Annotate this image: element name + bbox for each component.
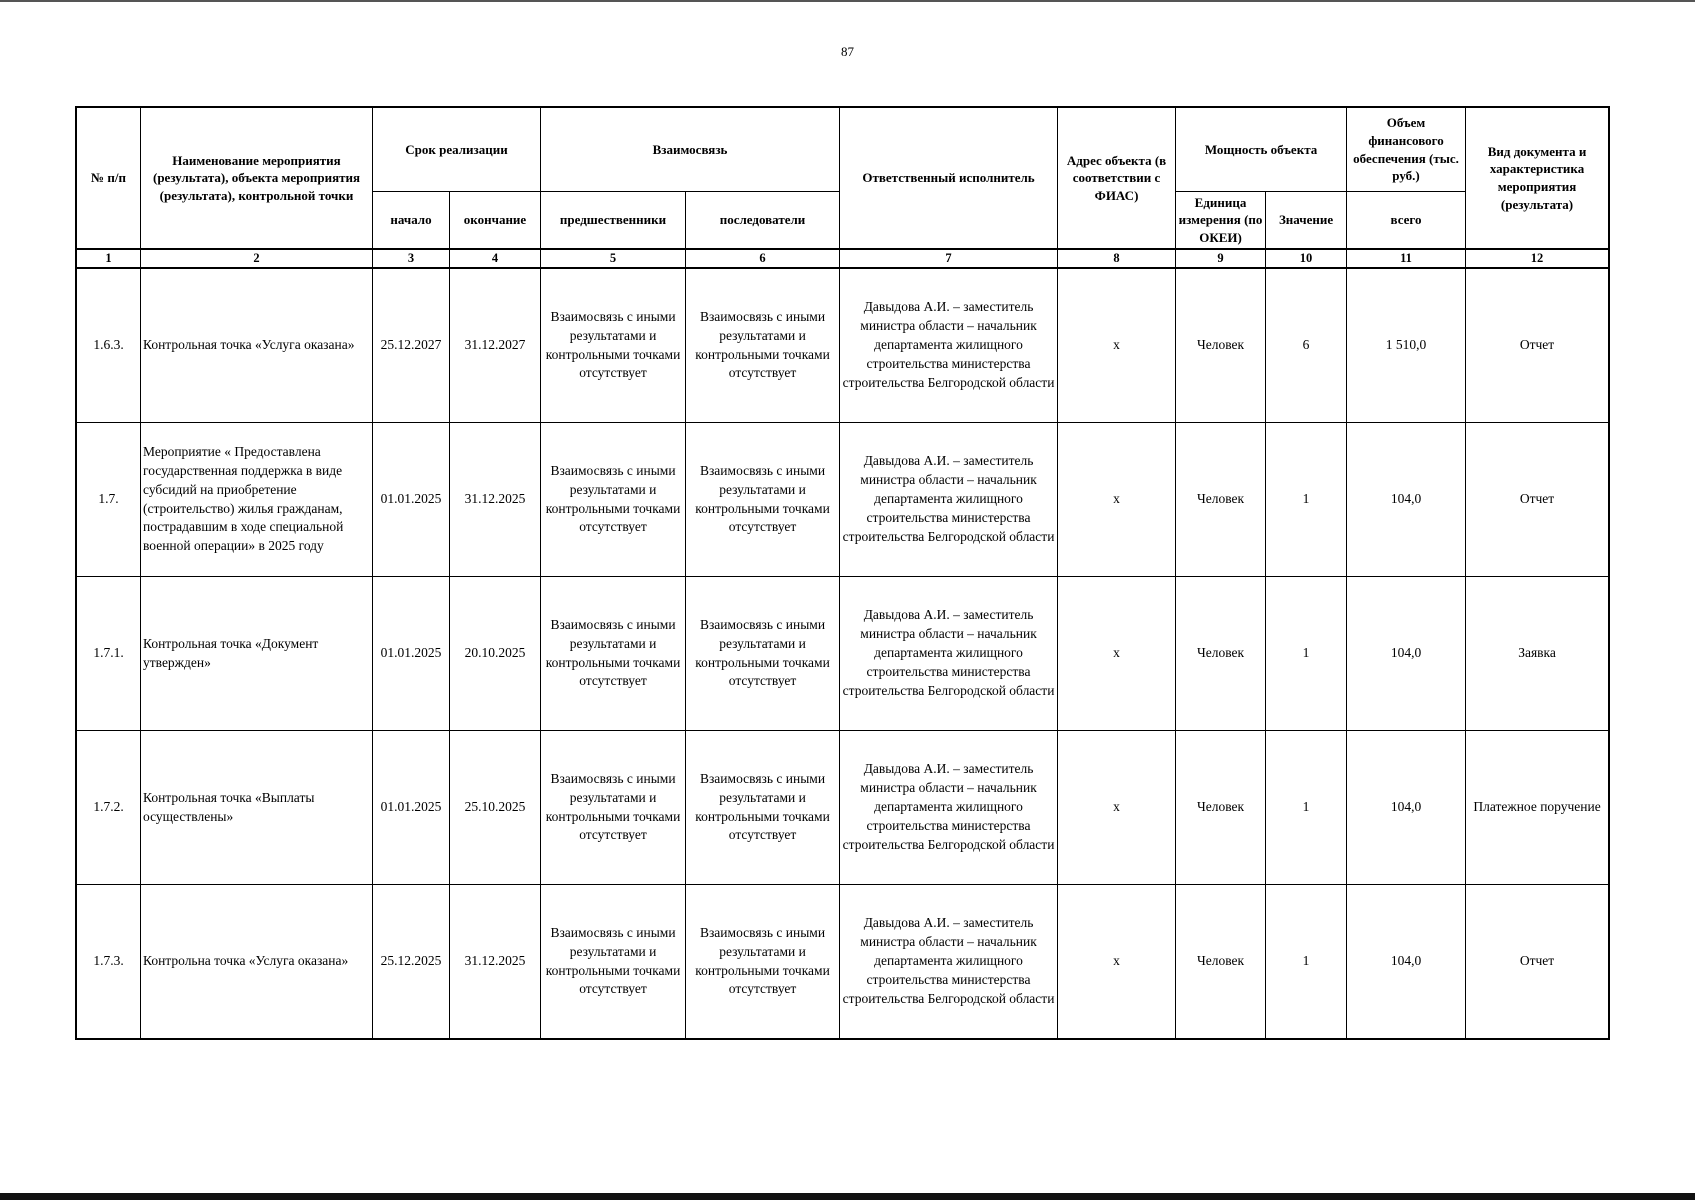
- row-successors: Взаимосвязь с иными результатами и контрольными точками отсутствует: [686, 731, 840, 885]
- row-total: 104,0: [1347, 423, 1466, 577]
- row-end: 20.10.2025: [450, 577, 541, 731]
- row-name: Мероприятие « Предоставлена государственная поддержка в виде субсидий на приобретение (строительство) жилья гражданам, пострадавшим в ходе специальной военной операции» в 2025 году: [141, 423, 373, 577]
- column-number: 5: [541, 249, 686, 268]
- row-num: 1.7.3.: [77, 885, 141, 1039]
- row-start: 25.12.2025: [373, 885, 450, 1039]
- table-row: [77, 885, 1609, 1039]
- header-address: Адрес объекта (в соответствии с ФИАС): [1058, 108, 1176, 250]
- column-number: 8: [1058, 249, 1176, 268]
- row-end: 31.12.2027: [450, 268, 541, 423]
- header-predecessors: предшественники: [541, 192, 686, 250]
- row-unit: Человек: [1176, 268, 1266, 423]
- row-total: 104,0: [1347, 577, 1466, 731]
- header-start: начало: [373, 192, 450, 250]
- row-end: 25.10.2025: [450, 731, 541, 885]
- column-number: 9: [1176, 249, 1266, 268]
- row-address: х: [1058, 885, 1176, 1039]
- row-predecessors: Взаимосвязь с иными результатами и контрольными точками отсутствует: [541, 423, 686, 577]
- table-header: [77, 108, 1609, 269]
- row-successors: Взаимосвязь с иными результатами и контрольными точками отсутствует: [686, 885, 840, 1039]
- header-unit: Единица измерения (по ОКЕИ): [1176, 192, 1266, 250]
- row-predecessors: Взаимосвязь с иными результатами и контрольными точками отсутствует: [541, 731, 686, 885]
- row-end: 31.12.2025: [450, 885, 541, 1039]
- plan-table: [76, 107, 1609, 1039]
- row-unit: Человек: [1176, 577, 1266, 731]
- row-doctype: Отчет: [1466, 423, 1609, 577]
- row-num: 1.7.2.: [77, 731, 141, 885]
- row-start: 01.01.2025: [373, 577, 450, 731]
- header-capacity: Мощность объекта: [1176, 108, 1347, 192]
- row-responsible: Давыдова А.И. – заместитель министра области – начальник департамента жилищного строительства министерства строительства Белгородской области: [840, 268, 1058, 423]
- column-number: 12: [1466, 249, 1609, 268]
- header-end: окончание: [450, 192, 541, 250]
- row-num: 1.6.3.: [77, 268, 141, 423]
- row-address: х: [1058, 577, 1176, 731]
- row-doctype: Отчет: [1466, 885, 1609, 1039]
- table-body: [77, 268, 1609, 1039]
- row-total: 104,0: [1347, 885, 1466, 1039]
- column-number: 6: [686, 249, 840, 268]
- row-address: х: [1058, 731, 1176, 885]
- row-start: 25.12.2027: [373, 268, 450, 423]
- row-value: 1: [1266, 731, 1347, 885]
- row-name: Контрольная точка «Услуга оказана»: [141, 268, 373, 423]
- row-num: 1.7.: [77, 423, 141, 577]
- row-predecessors: Взаимосвязь с иными результатами и контрольными точками отсутствует: [541, 268, 686, 423]
- header-name: Наименование мероприятия (результата), объекта мероприятия (результата), контрольной точки: [141, 108, 373, 250]
- header-responsible: Ответственный исполнитель: [840, 108, 1058, 250]
- row-name: Контрольная точка «Выплаты осуществлены»: [141, 731, 373, 885]
- column-number: 10: [1266, 249, 1347, 268]
- scan-bottom-edge: [0, 1193, 1695, 1200]
- table-row: [77, 577, 1609, 731]
- row-name: Контрольная точка «Документ утвержден»: [141, 577, 373, 731]
- row-unit: Человек: [1176, 885, 1266, 1039]
- row-total: 1 510,0: [1347, 268, 1466, 423]
- row-doctype: Отчет: [1466, 268, 1609, 423]
- column-number: 1: [77, 249, 141, 268]
- column-number: 7: [840, 249, 1058, 268]
- header-period: Срок реализации: [373, 108, 541, 192]
- row-predecessors: Взаимосвязь с иными результатами и контрольными точками отсутствует: [541, 885, 686, 1039]
- row-unit: Человек: [1176, 423, 1266, 577]
- table-row: [77, 423, 1609, 577]
- row-value: 1: [1266, 577, 1347, 731]
- row-end: 31.12.2025: [450, 423, 541, 577]
- page-number: 87: [841, 44, 854, 59]
- column-number: 11: [1347, 249, 1466, 268]
- row-responsible: Давыдова А.И. – заместитель министра области – начальник департамента жилищного строительства министерства строительства Белгородской области: [840, 577, 1058, 731]
- row-value: 1: [1266, 885, 1347, 1039]
- table-row: [77, 731, 1609, 885]
- header-num: № п/п: [77, 108, 141, 250]
- row-value: 1: [1266, 423, 1347, 577]
- header-doctype: Вид документа и характеристика мероприятия (результата): [1466, 108, 1609, 250]
- row-address: х: [1058, 268, 1176, 423]
- row-address: х: [1058, 423, 1176, 577]
- row-unit: Человек: [1176, 731, 1266, 885]
- row-successors: Взаимосвязь с иными результатами и контрольными точками отсутствует: [686, 268, 840, 423]
- column-number-row: [77, 249, 1609, 268]
- header-relation: Взаимосвязь: [541, 108, 840, 192]
- row-responsible: Давыдова А.И. – заместитель министра области – начальник департамента жилищного строительства министерства строительства Белгородской области: [840, 731, 1058, 885]
- row-responsible: Давыдова А.И. – заместитель министра области – начальник департамента жилищного строительства министерства строительства Белгородской области: [840, 885, 1058, 1039]
- column-number: 3: [373, 249, 450, 268]
- header-value: Значение: [1266, 192, 1347, 250]
- header-total: всего: [1347, 192, 1466, 250]
- row-start: 01.01.2025: [373, 423, 450, 577]
- row-responsible: Давыдова А.И. – заместитель министра области – начальник департамента жилищного строительства министерства строительства Белгородской области: [840, 423, 1058, 577]
- row-doctype: Платежное поручение: [1466, 731, 1609, 885]
- column-number: 2: [141, 249, 373, 268]
- table-row: [77, 268, 1609, 423]
- column-number: 4: [450, 249, 541, 268]
- row-value: 6: [1266, 268, 1347, 423]
- scan-top-edge: [0, 0, 1695, 2]
- row-start: 01.01.2025: [373, 731, 450, 885]
- row-total: 104,0: [1347, 731, 1466, 885]
- header-successors: последователи: [686, 192, 840, 250]
- row-successors: Взаимосвязь с иными результатами и контрольными точками отсутствует: [686, 423, 840, 577]
- header-finance: Объем финансового обеспечения (тыс. руб.): [1347, 108, 1466, 192]
- row-num: 1.7.1.: [77, 577, 141, 731]
- row-successors: Взаимосвязь с иными результатами и контрольными точками отсутствует: [686, 577, 840, 731]
- row-predecessors: Взаимосвязь с иными результатами и контрольными точками отсутствует: [541, 577, 686, 731]
- row-doctype: Заявка: [1466, 577, 1609, 731]
- row-name: Контрольна точка «Услуга оказана»: [141, 885, 373, 1039]
